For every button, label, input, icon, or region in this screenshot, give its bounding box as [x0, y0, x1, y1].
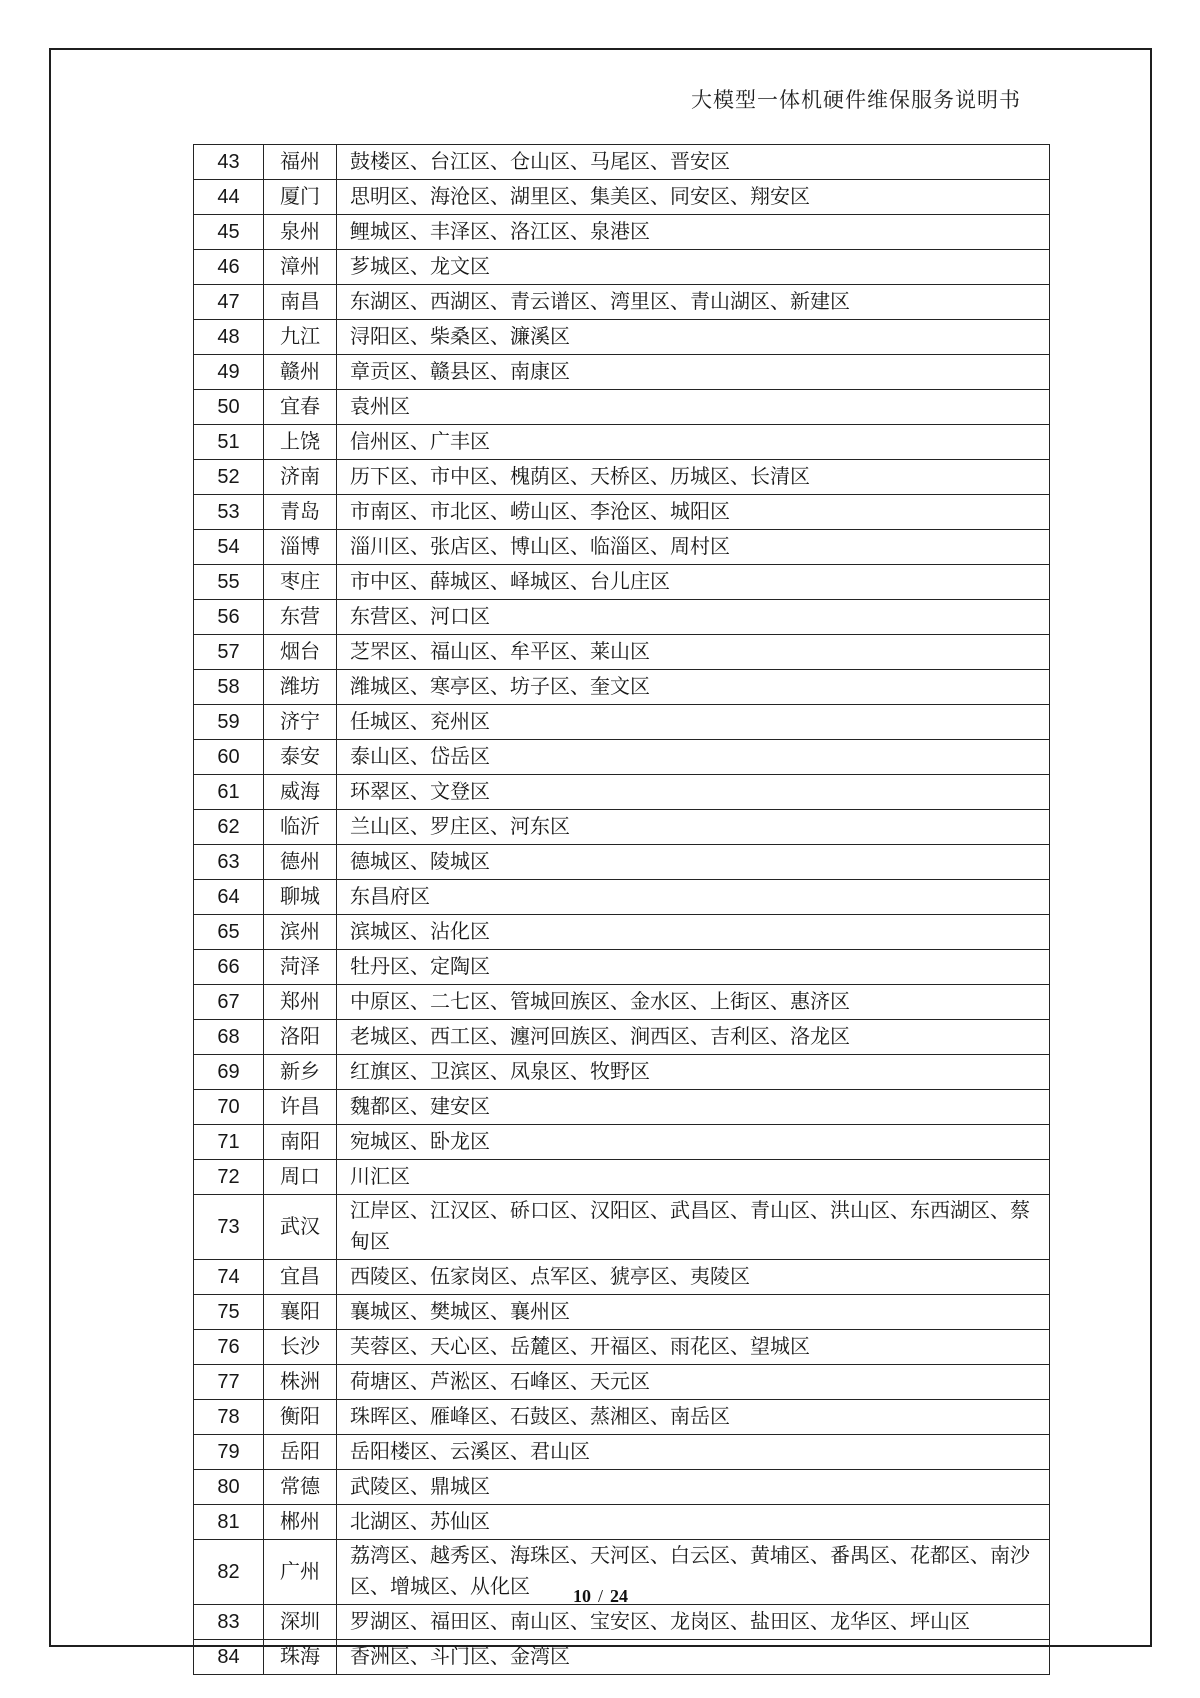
districts-cell: 红旗区、卫滨区、凤泉区、牧野区	[337, 1055, 1050, 1090]
city-cell: 常德	[264, 1470, 337, 1505]
table-row	[194, 390, 1050, 425]
table-row	[194, 145, 1050, 180]
city-cell: 上饶	[264, 425, 337, 460]
table-row	[194, 1020, 1050, 1055]
districts-cell: 思明区、海沧区、湖里区、集美区、同安区、翔安区	[337, 180, 1050, 215]
districts-cell: 东营区、河口区	[337, 600, 1050, 635]
city-cell: 襄阳	[264, 1295, 337, 1330]
city-cell: 滨州	[264, 915, 337, 950]
city-cell: 岳阳	[264, 1435, 337, 1470]
table-row	[194, 1055, 1050, 1090]
districts-cell: 袁州区	[337, 390, 1050, 425]
row-number-cell: 75	[194, 1295, 264, 1330]
row-number-cell: 59	[194, 705, 264, 740]
districts-cell: 宛城区、卧龙区	[337, 1125, 1050, 1160]
row-number-cell: 60	[194, 740, 264, 775]
row-number-cell: 54	[194, 530, 264, 565]
row-number-cell: 84	[194, 1640, 264, 1675]
districts-cell: 芗城区、龙文区	[337, 250, 1050, 285]
table-row	[194, 810, 1050, 845]
row-number-cell: 78	[194, 1400, 264, 1435]
row-number-cell: 61	[194, 775, 264, 810]
city-cell: 福州	[264, 145, 337, 180]
city-cell: 聊城	[264, 880, 337, 915]
districts-cell: 历下区、市中区、槐荫区、天桥区、历城区、长清区	[337, 460, 1050, 495]
city-cell: 株洲	[264, 1365, 337, 1400]
city-cell: 郴州	[264, 1505, 337, 1540]
row-number-cell: 72	[194, 1160, 264, 1195]
districts-cell: 德城区、陵城区	[337, 845, 1050, 880]
row-number-cell: 51	[194, 425, 264, 460]
city-cell: 广州	[264, 1540, 337, 1605]
table-row	[194, 775, 1050, 810]
row-number-cell: 70	[194, 1090, 264, 1125]
districts-cell: 泰山区、岱岳区	[337, 740, 1050, 775]
city-cell: 潍坊	[264, 670, 337, 705]
districts-cell: 鼓楼区、台江区、仓山区、马尾区、晋安区	[337, 145, 1050, 180]
districts-cell: 荔湾区、越秀区、海珠区、天河区、白云区、黄埔区、番禺区、花都区、南沙区、增城区、从化区	[337, 1540, 1050, 1605]
row-number-cell: 77	[194, 1365, 264, 1400]
table-row	[194, 250, 1050, 285]
districts-cell: 兰山区、罗庄区、河东区	[337, 810, 1050, 845]
city-cell: 烟台	[264, 635, 337, 670]
city-cell: 淄博	[264, 530, 337, 565]
districts-cell: 川汇区	[337, 1160, 1050, 1195]
city-district-table	[193, 144, 1050, 1675]
city-cell: 南昌	[264, 285, 337, 320]
table-row	[194, 1260, 1050, 1295]
city-table-body	[194, 145, 1050, 1675]
city-cell: 枣庄	[264, 565, 337, 600]
table-row	[194, 1295, 1050, 1330]
districts-cell: 淄川区、张店区、博山区、临淄区、周村区	[337, 530, 1050, 565]
table-row	[194, 180, 1050, 215]
table-row	[194, 530, 1050, 565]
districts-cell: 东湖区、西湖区、青云谱区、湾里区、青山湖区、新建区	[337, 285, 1050, 320]
footer-page-separator: /	[597, 1586, 603, 1606]
city-cell: 德州	[264, 845, 337, 880]
districts-cell: 岳阳楼区、云溪区、君山区	[337, 1435, 1050, 1470]
city-cell: 深圳	[264, 1605, 337, 1640]
districts-cell: 襄城区、樊城区、襄州区	[337, 1295, 1050, 1330]
districts-cell: 市中区、薛城区、峄城区、台儿庄区	[337, 565, 1050, 600]
table-row	[194, 495, 1050, 530]
districts-cell: 浔阳区、柴桑区、濂溪区	[337, 320, 1050, 355]
city-cell: 济宁	[264, 705, 337, 740]
table-row	[194, 1125, 1050, 1160]
city-cell: 宜昌	[264, 1260, 337, 1295]
row-number-cell: 52	[194, 460, 264, 495]
row-number-cell: 63	[194, 845, 264, 880]
districts-cell: 武陵区、鼎城区	[337, 1470, 1050, 1505]
districts-cell: 章贡区、赣县区、南康区	[337, 355, 1050, 390]
row-number-cell: 71	[194, 1125, 264, 1160]
city-cell: 珠海	[264, 1640, 337, 1675]
city-cell: 武汉	[264, 1195, 337, 1260]
city-cell: 济南	[264, 460, 337, 495]
row-number-cell: 83	[194, 1605, 264, 1640]
districts-cell: 潍城区、寒亭区、坊子区、奎文区	[337, 670, 1050, 705]
table-row	[194, 1470, 1050, 1505]
row-number-cell: 49	[194, 355, 264, 390]
row-number-cell: 68	[194, 1020, 264, 1055]
row-number-cell: 65	[194, 915, 264, 950]
city-cell: 郑州	[264, 985, 337, 1020]
districts-cell: 中原区、二七区、管城回族区、金水区、上街区、惠济区	[337, 985, 1050, 1020]
city-cell: 威海	[264, 775, 337, 810]
row-number-cell: 69	[194, 1055, 264, 1090]
row-number-cell: 80	[194, 1470, 264, 1505]
districts-cell: 滨城区、沾化区	[337, 915, 1050, 950]
table-row	[194, 460, 1050, 495]
table-row	[194, 950, 1050, 985]
row-number-cell: 73	[194, 1195, 264, 1260]
row-number-cell: 50	[194, 390, 264, 425]
row-number-cell: 56	[194, 600, 264, 635]
table-row	[194, 565, 1050, 600]
table-row	[194, 355, 1050, 390]
table-row	[194, 705, 1050, 740]
table-row	[194, 1090, 1050, 1125]
row-number-cell: 55	[194, 565, 264, 600]
table-row	[194, 985, 1050, 1020]
city-cell: 长沙	[264, 1330, 337, 1365]
table-row	[194, 1640, 1050, 1675]
table-row	[194, 670, 1050, 705]
row-number-cell: 81	[194, 1505, 264, 1540]
row-number-cell: 67	[194, 985, 264, 1020]
districts-cell: 任城区、兖州区	[337, 705, 1050, 740]
row-number-cell: 76	[194, 1330, 264, 1365]
districts-cell: 珠晖区、雁峰区、石鼓区、蒸湘区、南岳区	[337, 1400, 1050, 1435]
table-row	[194, 845, 1050, 880]
row-number-cell: 74	[194, 1260, 264, 1295]
districts-cell: 魏都区、建安区	[337, 1090, 1050, 1125]
table-row	[194, 915, 1050, 950]
districts-cell: 牡丹区、定陶区	[337, 950, 1050, 985]
city-cell: 宜春	[264, 390, 337, 425]
districts-cell: 东昌府区	[337, 880, 1050, 915]
districts-cell: 老城区、西工区、瀍河回族区、涧西区、吉利区、洛龙区	[337, 1020, 1050, 1055]
table-row	[194, 1400, 1050, 1435]
row-number-cell: 64	[194, 880, 264, 915]
districts-cell: 信州区、广丰区	[337, 425, 1050, 460]
table-row	[194, 1365, 1050, 1400]
table-row	[194, 635, 1050, 670]
table-row	[194, 1195, 1050, 1260]
city-cell: 青岛	[264, 495, 337, 530]
table-row	[194, 285, 1050, 320]
row-number-cell: 82	[194, 1540, 264, 1605]
city-cell: 东营	[264, 600, 337, 635]
districts-cell: 香洲区、斗门区、金湾区	[337, 1640, 1050, 1675]
row-number-cell: 57	[194, 635, 264, 670]
districts-cell: 芙蓉区、天心区、岳麓区、开福区、雨花区、望城区	[337, 1330, 1050, 1365]
city-cell: 周口	[264, 1160, 337, 1195]
row-number-cell: 58	[194, 670, 264, 705]
table-row	[194, 1160, 1050, 1195]
districts-cell: 罗湖区、福田区、南山区、宝安区、龙岗区、盐田区、龙华区、坪山区	[337, 1605, 1050, 1640]
city-cell: 新乡	[264, 1055, 337, 1090]
districts-cell: 西陵区、伍家岗区、点军区、猇亭区、夷陵区	[337, 1260, 1050, 1295]
row-number-cell: 66	[194, 950, 264, 985]
row-number-cell: 44	[194, 180, 264, 215]
districts-cell: 市南区、市北区、崂山区、李沧区、城阳区	[337, 495, 1050, 530]
page-footer	[49, 1586, 1152, 1607]
city-cell: 泰安	[264, 740, 337, 775]
row-number-cell: 43	[194, 145, 264, 180]
table-row	[194, 740, 1050, 775]
table-row	[194, 1605, 1050, 1640]
city-cell: 泉州	[264, 215, 337, 250]
row-number-cell: 62	[194, 810, 264, 845]
city-cell: 赣州	[264, 355, 337, 390]
row-number-cell: 46	[194, 250, 264, 285]
city-cell: 漳州	[264, 250, 337, 285]
city-cell: 衡阳	[264, 1400, 337, 1435]
districts-cell: 环翠区、文登区	[337, 775, 1050, 810]
city-cell: 九江	[264, 320, 337, 355]
table-row	[194, 1505, 1050, 1540]
table-row	[194, 600, 1050, 635]
row-number-cell: 79	[194, 1435, 264, 1470]
document-header-title: 大模型一体机硬件维保服务说明书	[691, 88, 1021, 112]
city-cell: 洛阳	[264, 1020, 337, 1055]
districts-cell: 北湖区、苏仙区	[337, 1505, 1050, 1540]
districts-cell: 芝罘区、福山区、牟平区、莱山区	[337, 635, 1050, 670]
row-number-cell: 45	[194, 215, 264, 250]
table-row	[194, 880, 1050, 915]
table-row	[194, 1435, 1050, 1470]
row-number-cell: 47	[194, 285, 264, 320]
row-number-cell: 48	[194, 320, 264, 355]
districts-cell: 江岸区、江汉区、硚口区、汉阳区、武昌区、青山区、洪山区、东西湖区、蔡甸区	[337, 1195, 1050, 1260]
districts-cell: 荷塘区、芦淞区、石峰区、天元区	[337, 1365, 1050, 1400]
city-cell: 厦门	[264, 180, 337, 215]
city-cell: 临沂	[264, 810, 337, 845]
city-cell: 南阳	[264, 1125, 337, 1160]
footer-page-number: 10	[572, 1586, 591, 1606]
city-cell: 许昌	[264, 1090, 337, 1125]
districts-cell: 鲤城区、丰泽区、洛江区、泉港区	[337, 215, 1050, 250]
table-row	[194, 215, 1050, 250]
table-row	[194, 425, 1050, 460]
city-cell: 菏泽	[264, 950, 337, 985]
footer-page-total: 24	[610, 1586, 628, 1606]
row-number-cell: 53	[194, 495, 264, 530]
table-row	[194, 1330, 1050, 1365]
table-row	[194, 320, 1050, 355]
